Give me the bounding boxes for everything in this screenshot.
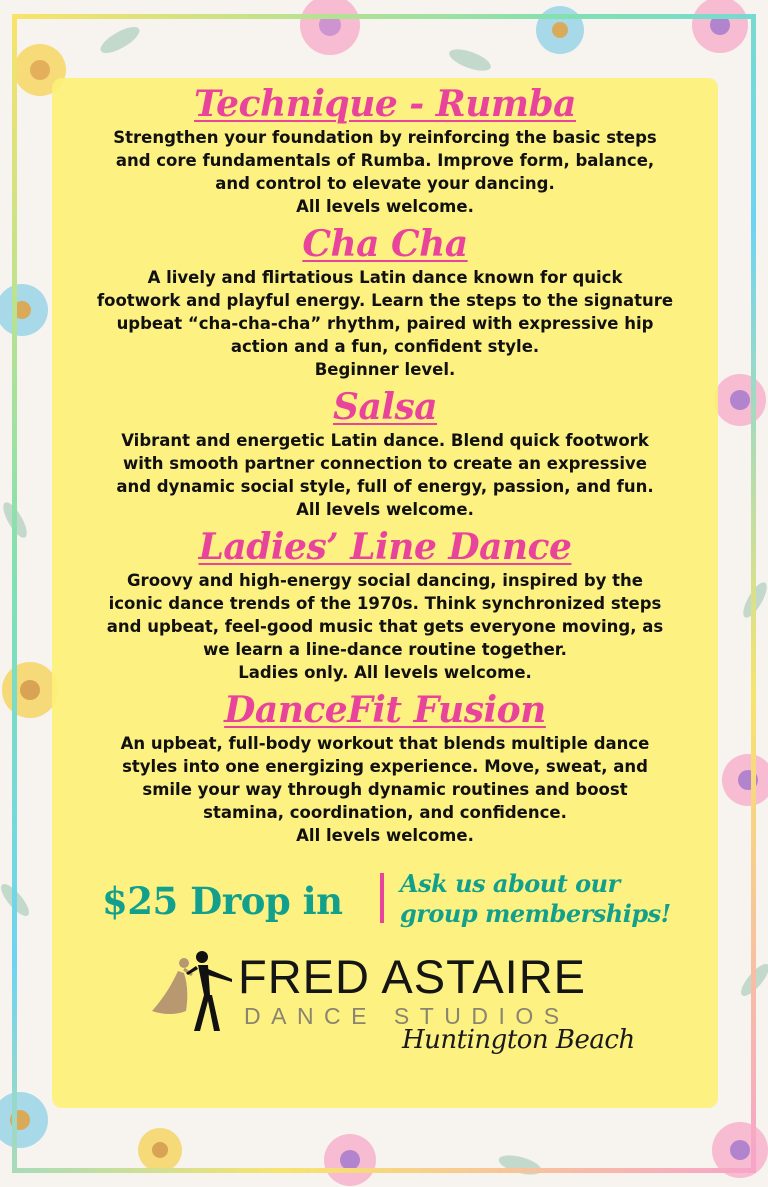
description-line: upbeat “cha-cha-cha” rhythm, paired with expressive hip xyxy=(116,314,654,333)
brand-subtitle: DANCE STUDIOS xyxy=(244,1003,570,1029)
class-title: DanceFit Fusion xyxy=(224,689,546,731)
class-section-cha-cha xyxy=(52,222,718,381)
promo-divider xyxy=(380,873,384,923)
class-section-line-dance xyxy=(52,525,718,684)
description-line: An upbeat, full-body workout that blends multiple dance xyxy=(120,734,650,753)
membership-line: group memberships! xyxy=(400,899,671,928)
class-section-salsa xyxy=(52,385,718,521)
class-level: Ladies only. All levels welcome. xyxy=(238,663,532,682)
studio-logo xyxy=(52,943,718,1053)
description-line: stamina, coordination, and confidence. xyxy=(203,803,567,822)
class-description xyxy=(85,126,685,218)
class-description xyxy=(85,266,685,381)
class-section-dancefit xyxy=(52,688,718,847)
description-line: and upbeat, feel-good music that gets everyone moving, as xyxy=(106,617,664,636)
membership-line: Ask us about our xyxy=(400,869,620,898)
description-line: action and a fun, confident style. xyxy=(230,337,540,356)
class-title: Ladies’ Line Dance xyxy=(198,526,572,568)
description-line: and control to elevate your dancing. xyxy=(215,174,555,193)
class-level: All levels welcome. xyxy=(296,500,474,519)
class-title: Technique - Rumba xyxy=(194,83,576,125)
description-line: with smooth partner connection to create an expressive xyxy=(123,454,647,473)
description-line: and core fundamentals of Rumba. Improve form, balance, xyxy=(115,151,655,170)
description-line: Vibrant and energetic Latin dance. Blend quick footwork xyxy=(121,431,649,450)
class-section-rumba xyxy=(52,82,718,218)
class-description xyxy=(85,569,685,684)
description-line: Groovy and high-energy social dancing, inspired by the xyxy=(127,571,643,590)
description-line: iconic dance trends of the 1970s. Think synchronized steps xyxy=(108,594,662,613)
description-line: we learn a line-dance routine together. xyxy=(203,640,567,659)
membership-callout xyxy=(400,869,700,929)
description-line: A lively and flirtatious Latin dance known for quick xyxy=(147,268,623,287)
class-level: Beginner level. xyxy=(314,360,456,379)
class-description xyxy=(85,429,685,521)
brand-location: Huntington Beach xyxy=(402,1025,635,1055)
class-title: Cha Cha xyxy=(302,223,468,265)
promo-bar xyxy=(52,859,718,943)
class-description xyxy=(85,732,685,847)
class-listing xyxy=(52,82,718,1053)
class-title: Salsa xyxy=(332,386,438,428)
description-line: styles into one energizing experience. Move, sweat, and xyxy=(122,757,648,776)
description-line: footwork and playful energy. Learn the steps to the signature xyxy=(96,291,674,310)
description-line: Strengthen your foundation by reinforcing the basic steps xyxy=(113,128,657,147)
dancers-silhouette-icon xyxy=(148,949,236,1039)
description-line: and dynamic social style, full of energy, passion, and fun. xyxy=(116,477,654,496)
description-line: smile your way through dynamic routines and boost xyxy=(142,780,628,799)
brand-name: FRED ASTAIRE xyxy=(238,950,587,1003)
drop-in-price: $25 Drop in xyxy=(102,879,343,923)
class-level: All levels welcome. xyxy=(296,826,474,845)
class-level: All levels welcome. xyxy=(296,197,474,216)
